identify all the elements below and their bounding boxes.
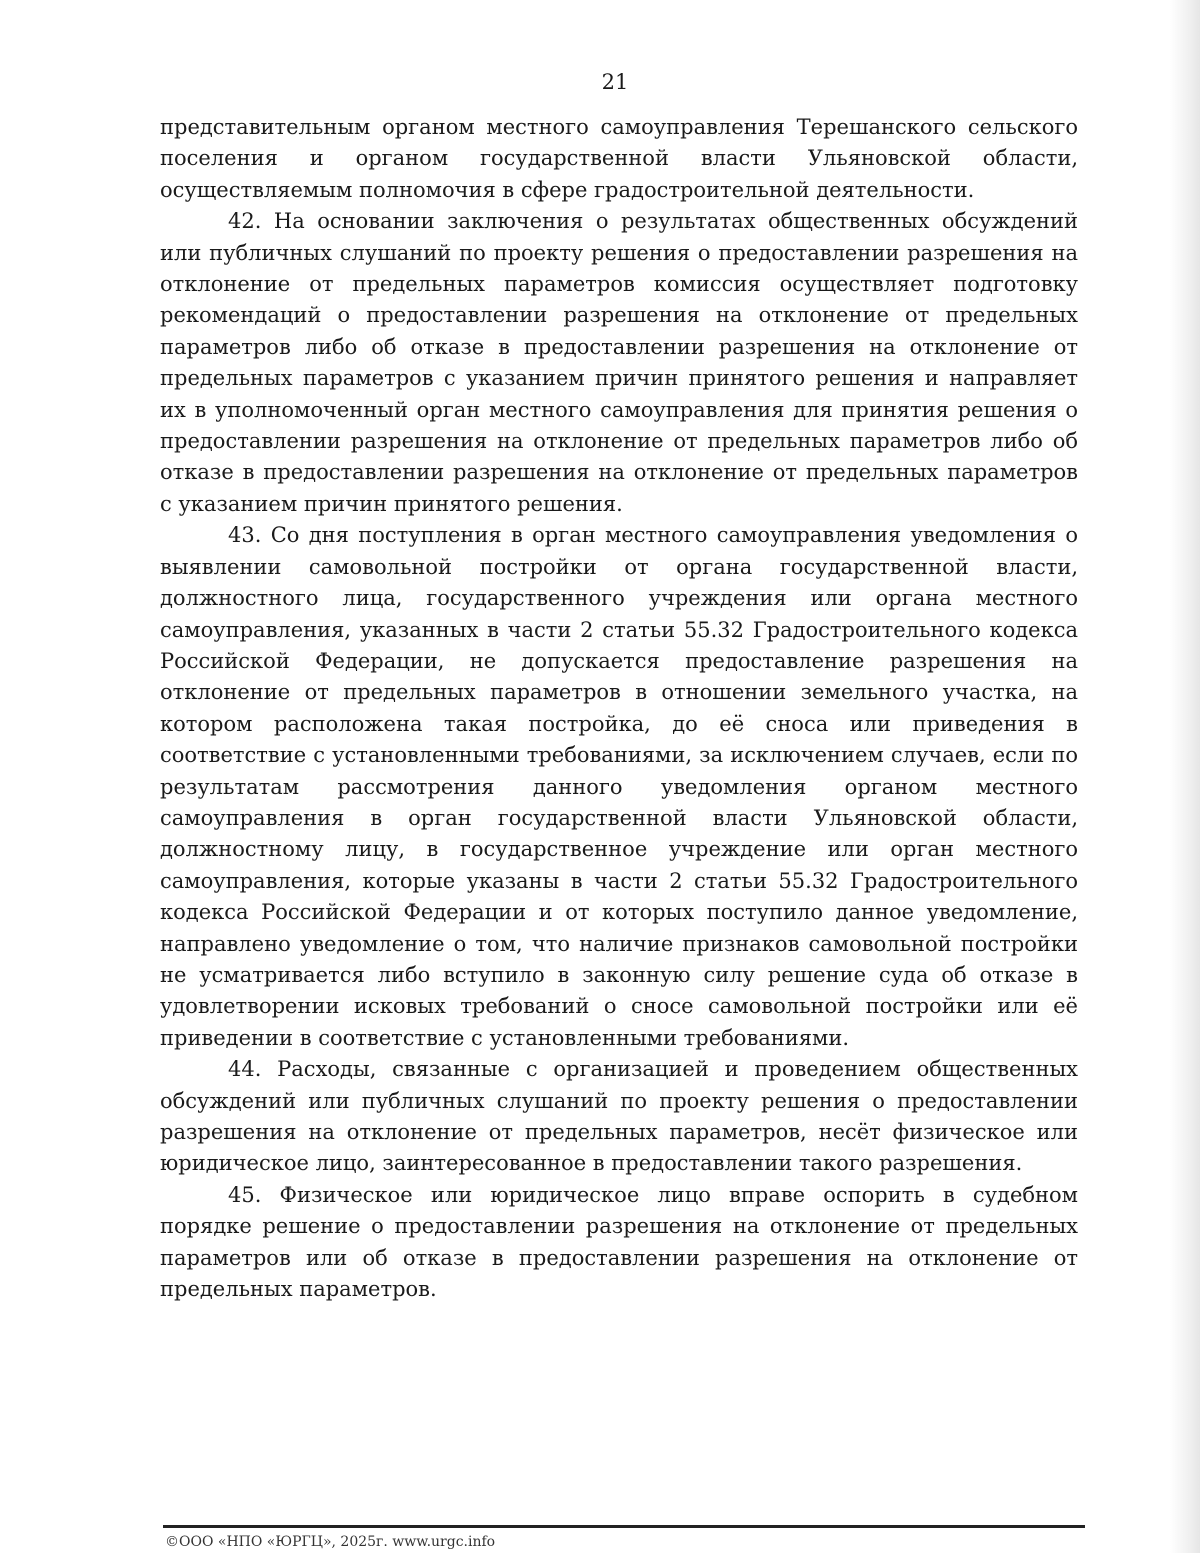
footer-copyright: ©ООО «НПО «ЮРГЦ», 2025г. www.urgc.info bbox=[165, 1534, 496, 1550]
paragraph-45: 45. Физическое или юридическое лицо вправе оспорить в судебном порядке решение о предоставлении разрешения на отклонение от предельных параметров или об отказе в предоставлении разрешения на отклонение от предельных параметров. bbox=[160, 1182, 1078, 1302]
scan-edge-shadow bbox=[1170, 0, 1200, 1553]
paragraph-44: 44. Расходы, связанные с организацией и проведением общественных обсуждений или публичных слушаний по проекту решения о предоставлении разрешения на отклонение от предельных параметров, несёт физическое или юридическое лицо, заинтересованное в предоставлении такого разрешения. bbox=[160, 1057, 1078, 1176]
footer-divider bbox=[163, 1525, 1085, 1528]
paragraph-43: 43. Со дня поступления в орган местного самоуправления уведомления о выявлении самовольной постройки от органа государственной власти, должностного лица, государственного учреждения или органа местного самоуправления, указанных в части 2 статьи 55.32 Градостроительного кодекса Российской Федерации, не допускается предоставление разрешения на отклонение от предельных параметров в отношении земельного участка, на котором расположена такая постройка, до её сноса или приведения в соответствие с установленными требованиями, за исключением случаев, если по результатам рассмотрения данного уведомления органом местного самоуправления в орган государственной власти Ульяновской области, должностному лицу, в государственное учреждение или орган местного самоуправления, которые указаны в части 2 статьи 55.32 Градостроительного кодекса Российской Федерации и от которых поступило данное уведомление, направлено уведомление о том, что наличие признаков самовольной постройки не усматривается либо вступило в законную силу решение суда об отказе в удовлетворении исковых требований о сносе самовольной постройки или её приведении в соответствие с установленными требованиями. bbox=[160, 523, 1078, 1050]
page-number: 21 bbox=[601, 70, 629, 94]
paragraph-continuation: представительным органом местного самоуправления Терешанского сельского поселения и органом государственной власти Ульяновской области, осуществляемым полномочия в сфере градостроительной деятельности. bbox=[160, 115, 1078, 202]
paragraph-42: 42. На основании заключения о результатах общественных обсуждений или публичных слушаний по проекту решения о предоставлении разрешения на отклонение от предельных параметров комиссия осуществляет подготовку рекомендаций о предоставлении разрешения на отклонение от предельных параметров либо об отказе в предоставлении разрешения на отклонение от предельных параметров с указанием причин принятого решения и направляет их в уполномоченный орган местного самоуправления для принятия решения о предоставлении разрешения на отклонение от предельных параметров либо об отказе в предоставлении разрешения на отклонение от предельных параметров с указанием причин принятого решения. bbox=[160, 209, 1078, 516]
document-body bbox=[160, 112, 1078, 1305]
